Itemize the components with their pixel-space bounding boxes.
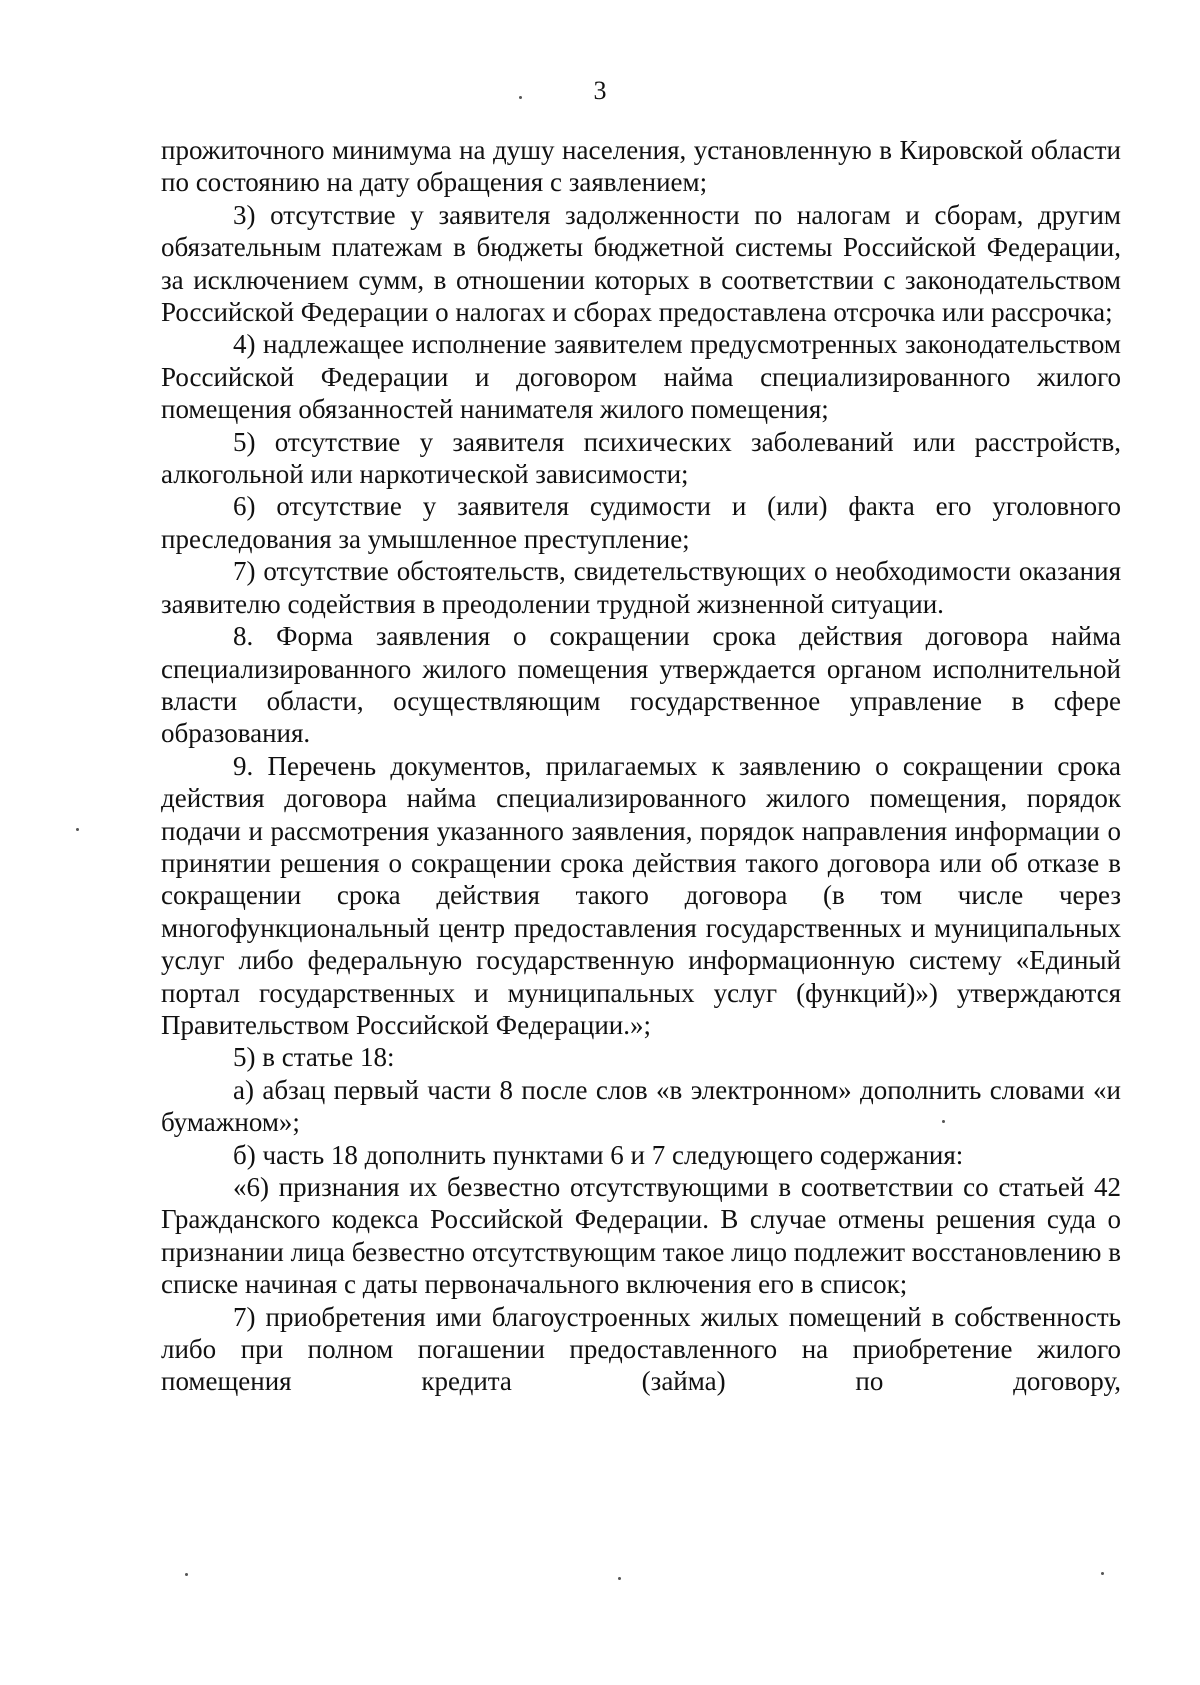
document-body: [161, 134, 1121, 1398]
paragraph-continuation: прожиточного минимума на душу населения, установленную в Кировской области по состоянию на дату обращения с заявлением;: [161, 135, 1121, 198]
scan-speck: [185, 1573, 188, 1576]
paragraph-item-5: 5) отсутствие у заявителя психических заболеваний или расстройств, алкогольной или наркотической зависимости;: [161, 426, 1121, 490]
paragraph-quoted-item-6: «6) признания их безвестно отсутствующими в соответствии со статьей 42 Гражданского кодекса Российской Федерации. В случае отмены решения суда о признании лица безвестно отсутствующим такое лицо подлежит восстановлению в списке начиная с даты первоначального включения его в список;: [161, 1172, 1121, 1300]
page-number: 3: [593, 76, 607, 105]
paragraph-subitem-b: б) часть 18 дополнить пунктами 6 и 7 следующего содержания:: [233, 1139, 964, 1170]
paragraph-article-18: 5) в статье 18:: [233, 1042, 395, 1073]
paragraph-subitem-a: а) абзац первый части 8 после слов «в электронном» дополнить словами «и бумажном»;: [161, 1074, 1121, 1138]
paragraph-quoted-item-7: 7) приобретения ими благоустроенных жилых помещений в собственность либо при полном погашении предоставленного на приобретение жилого помещения кредита (займа) по договору,: [161, 1301, 1121, 1397]
scan-speck: [618, 1577, 621, 1580]
paragraph-item-4: 4) надлежащее исполнение заявителем предусмотренных законодательством Российской Федерации и договором найма специализированного жилого помещения обязанностей нанимателя жилого помещения;: [161, 329, 1121, 425]
paragraph-item-3: 3) отсутствие у заявителя задолженности по налогам и сборам, другим обязательным платежам в бюджеты бюджетной системы Российской Федерации, за исключением сумм, в отношении которых в соответствии с законодательством Российской Федерации о налогах и сборах предоставлена отсрочка или рассрочка;: [161, 199, 1121, 328]
scan-speck: [76, 828, 79, 831]
scan-speck: [1101, 1572, 1104, 1575]
paragraph-section-8: 8. Форма заявления о сокращении срока действия договора найма специализированного жилого помещения утверждается органом исполнительной власти области, осуществляющим государственное управление в сфере образования.: [161, 621, 1121, 749]
paragraph-section-9: 9. Перечень документов, прилагаемых к заявлению о сокращении срока действия договора найма специализированного жилого помещения, порядок подачи и рассмотрения указанного заявления, порядок направления информации о принятии решения о сокращении срока действия такого договора или об отказе в сокращении срока действия такого договора (в том числе через многофункциональный центр предоставления государственных и муниципальных услуг либо федеральную государственную информационную систему «Единый портал государственных и муниципальных услуг (функций)») утверждаются Правительством Российской Федерации.»;: [161, 750, 1121, 1040]
paragraph-item-7: 7) отсутствие обстоятельств, свидетельствующих о необходимости оказания заявителю содействия в преодолении трудной жизненной ситуации.: [161, 556, 1121, 619]
scan-speck: [519, 96, 522, 99]
scan-speck: [942, 1120, 945, 1123]
paragraph-item-6: 6) отсутствие у заявителя судимости и (или) факта его уголовного преследования за умышленное преступление;: [161, 491, 1121, 554]
